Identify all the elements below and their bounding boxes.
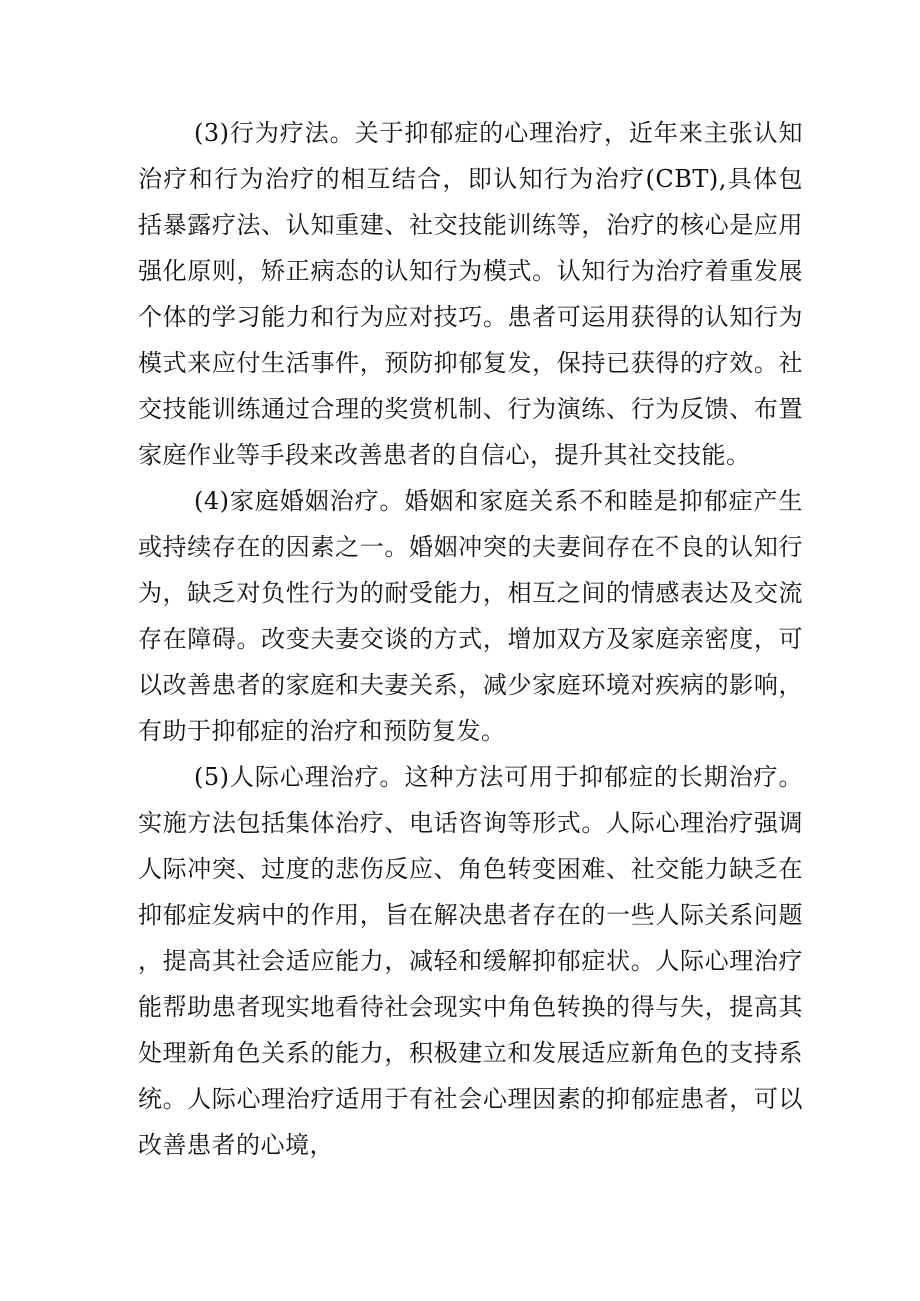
paragraph-family-marital-therapy: (4)家庭婚姻治疗。婚姻和家庭关系不和睦是抑郁症产生或持续存在的因素之一。婚姻冲突的夫妻间存在不良的认知行为，缺乏对负性行为的耐受能力，相互之间的情感表达及交流存在障碍。改变夫妻交谈的方式，增加双方及家庭亲密度，可以改善患者的家庭和夫妻关系，减少家庭环境对疾病的影响，有助于抑郁症的治疗和预防复发。 — [138, 487, 803, 745]
paragraph-behavior-therapy: (3)行为疗法。关于抑郁症的心理治疗，近年来主张认知治疗和行为治疗的相互结合，即认知行为治疗(CBT),具体包括暴露疗法、认知重建、社交技能训练等，治疗的核心是应用强化原则，矫正病态的认知行为模式。认知行为治疗着重发展个体的学习能力和行为应对技巧。患者可运用获得的认知行为模式来应付生活事件，预防抑郁复发，保持已获得的疗效。社交技能训练通过合理的奖赏机制、行为演练、行为反馈、布置家庭作业等手段来改善患者的自信心，提升其社交技能。 — [138, 119, 803, 469]
document-body — [138, 110, 803, 1168]
paragraph-interpersonal-therapy: (5)人际心理治疗。这种方法可用于抑郁症的长期治疗。实施方法包括集体治疗、电话咨询等形式。人际心理治疗强调人际冲突、过度的悲伤反应、角色转变困难、社交能力缺乏在抑郁症发病中的作用，旨在解决患者存在的一些人际关系问题，提高其社会适应能力，减轻和缓解抑郁症状。人际心理治疗能帮助患者现实地看待社会现实中角色转换的得与失，提高其处理新角色关系的能力，积极建立和发展适应新角色的支持系统。人际心理治疗适用于有社会心理因素的抑郁症患者，可以改善患者的心境， — [138, 763, 803, 1159]
